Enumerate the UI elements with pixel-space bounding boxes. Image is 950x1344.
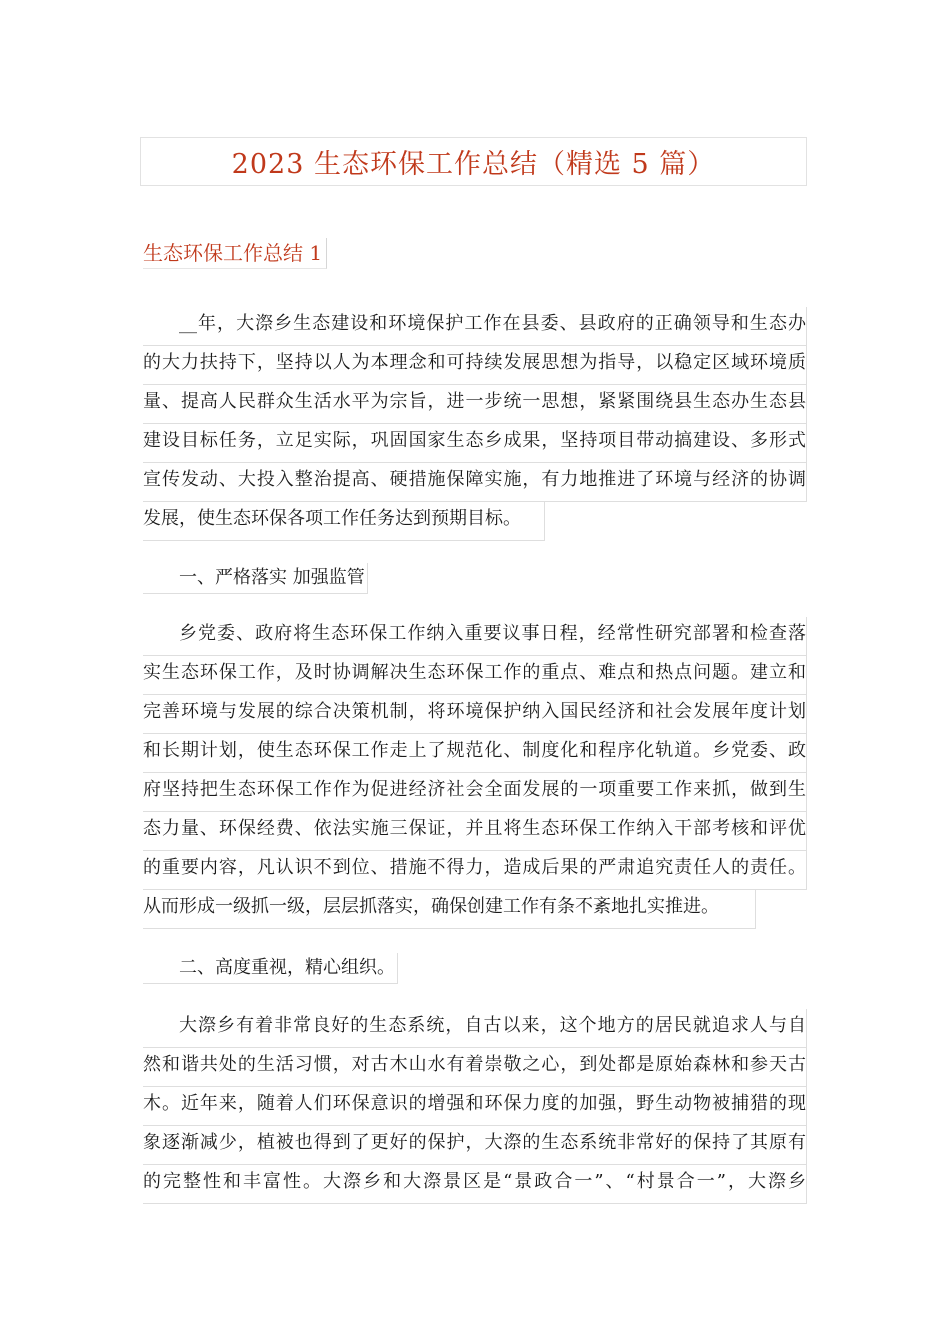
paragraph-line: 和长期计划，使生态环保工作走上了规范化、制度化和程序化轨道。乡党委、政 xyxy=(143,734,807,773)
paragraph-line: __年，大漈乡生态建设和环境保护工作在县委、县政府的正确领导和生态办 xyxy=(143,307,807,346)
paragraph-line: 量、提高人民群众生活水平为宗旨，进一步统一思想，紧紧围绕县生态办生态县 xyxy=(143,385,807,424)
paragraph-line: 完善环境与发展的综合决策机制，将环境保护纳入国民经济和社会发展年度计划 xyxy=(143,695,807,734)
paragraph-line: 乡党委、政府将生态环保工作纳入重要议事日程，经常性研究部署和检查落 xyxy=(143,617,807,656)
paragraph-line: 大漈乡有着非常良好的生态系统，自古以来，这个地方的居民就追求人与自 xyxy=(143,1009,807,1048)
paragraph-line: 实生态环保工作，及时协调解决生态环保工作的重点、难点和热点问题。建立和 xyxy=(143,656,807,695)
paragraph-line: 的大力扶持下，坚持以人为本理念和可持续发展思想为指导，以稳定区域环境质 xyxy=(143,346,807,385)
section-heading: 生态环保工作总结 1 xyxy=(143,238,327,269)
paragraph-line: 宣传发动、大投入整治提高、硬措施保障实施，有力地推进了环境与经济的协调 xyxy=(143,463,807,502)
paragraph-2 xyxy=(143,617,807,929)
title-box xyxy=(140,137,807,186)
paragraph-line: 建设目标任务，立足实际，巩固国家生态乡成果，坚持项目带动搞建设、多形式 xyxy=(143,424,807,463)
paragraph-line: 象逐渐减少，植被也得到了更好的保护，大漈的生态系统非常好的保持了其原有 xyxy=(143,1126,807,1165)
paragraph-line: 木。近年来，随着人们环保意识的增强和环保力度的加强，野生动物被捕猎的现 xyxy=(143,1087,807,1126)
subheading-2: 二、高度重视，精心组织。 xyxy=(143,953,398,984)
document-title: 2023 生态环保工作总结（精选 5 篇） xyxy=(231,149,716,180)
paragraph-line: 发展，使生态环保各项工作任务达到预期目标。 xyxy=(143,502,545,541)
paragraph-line: 府坚持把生态环保工作作为促进经济社会全面发展的一项重要工作来抓，做到生 xyxy=(143,773,807,812)
subheading-1: 一、严格落实 加强监管 xyxy=(143,563,368,594)
paragraph-line: 的重要内容，凡认识不到位、措施不得力，造成后果的严肃追究责任人的责任。 xyxy=(143,851,807,890)
paragraph-line: 然和谐共处的生活习惯，对古木山水有着崇敬之心，到处都是原始森林和参天古 xyxy=(143,1048,807,1087)
paragraph-line: 的完整性和丰富性。大漈乡和大漈景区是“景政合一”、“村景合一”，大漈乡 xyxy=(143,1165,807,1204)
paragraph-line: 态力量、环保经费、依法实施三保证，并且将生态环保工作纳入干部考核和评优 xyxy=(143,812,807,851)
paragraph-line: 从而形成一级抓一级，层层抓落实，确保创建工作有条不紊地扎实推进。 xyxy=(143,890,756,929)
paragraph-1 xyxy=(143,307,807,541)
paragraph-3 xyxy=(143,1009,807,1204)
